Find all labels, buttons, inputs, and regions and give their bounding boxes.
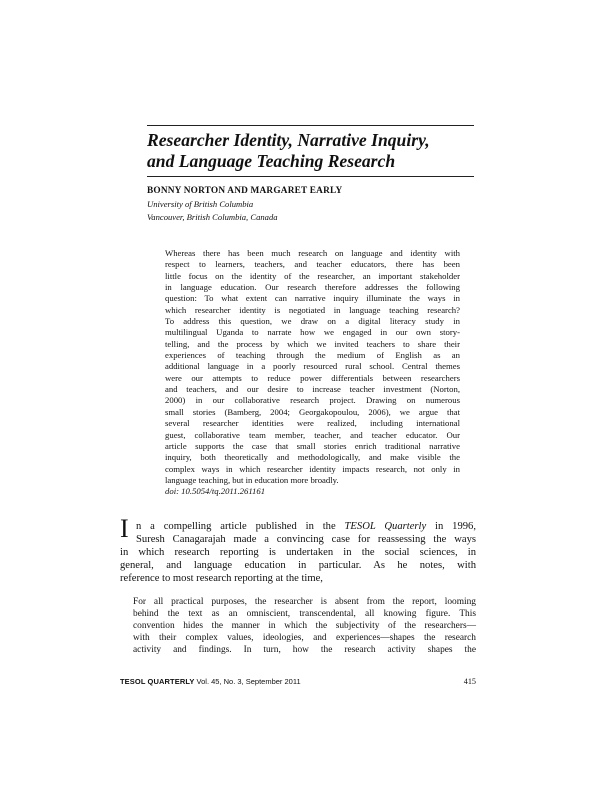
body-line-text: in 1996, <box>426 521 476 532</box>
block-quote <box>133 596 476 656</box>
abstract-line: little focus on the identity of the researcher, an important stakeholder <box>165 270 460 281</box>
abstract-line: experiences of teaching through the medium of English as an <box>165 350 460 361</box>
doi-link[interactable]: doi: 10.5054/tq.2011.261161 <box>165 486 266 497</box>
abstract-line: question: To what extent can narrative inquiry illuminate the ways in <box>165 293 460 304</box>
body-paragraph <box>120 520 476 585</box>
affiliation-university: University of British Columbia <box>147 199 254 209</box>
quote-line: convention hides the manner in which the subjectivity of the researchers— <box>133 621 476 632</box>
body-line: Suresh Canagarajah made a convincing case for reassessing the ways <box>136 534 476 546</box>
abstract-line: 2000) in our collaborative research project. Drawing on numerous <box>165 395 460 406</box>
quote-line: with their complex values, ideologies, and experiences—shapes the research <box>133 633 476 644</box>
article-title <box>147 130 477 172</box>
quote-line: activity and findings. In turn, how the research activity shapes the <box>133 645 476 656</box>
abstract-line: and teachers, and our desire to increase teacher investment (Norton, <box>165 384 460 395</box>
abstract-line: in language education. Our research therefore addresses the following <box>165 282 460 293</box>
abstract-line: complex ways in which researcher identity impacts research, not only in <box>165 463 460 474</box>
footer-journal: TESOL QUARTERLY <box>120 677 195 686</box>
abstract-line: inquiry, both theoretically and methodologically, and make visible the <box>165 452 460 463</box>
abstract-line: Whereas there has been much research on language and identity with <box>165 248 460 258</box>
abstract-line: respect to learners, teachers, and teacher educators, there has been <box>165 259 460 270</box>
abstract-line: To address this question, we draw on a digital literacy study in <box>165 316 460 327</box>
abstract-line: small stories (Bamberg, 2004; Georgakopoulou, 2006), we argue that <box>165 406 460 417</box>
title-line: Researcher Identity, Narrative Inquiry, <box>147 130 430 150</box>
body-line <box>120 520 476 533</box>
abstract-line: additional language in a poorly resourced rural school. Central themes <box>165 361 460 372</box>
footer-issue: Vol. 45, No. 3, September 2011 <box>196 677 301 686</box>
abstract-line: several researcher identities were realized, including international <box>165 418 460 429</box>
abstract-line: multilingual Uganda to narrate how we engaged in our own story- <box>165 327 460 338</box>
body-line-text: n a compelling article published in the <box>136 521 345 532</box>
abstract-line: article supports the case that small stories enrich traditional narrative <box>165 440 460 451</box>
drop-cap: I <box>120 514 129 543</box>
body-line: general, and language education in particular. As he notes, with <box>120 560 476 572</box>
journal-name: TESOL Quarterly <box>344 521 427 532</box>
authors: BONNY NORTON AND MARGARET EARLY <box>147 186 343 196</box>
page-footer <box>120 677 476 686</box>
abstract-line: guest, collaborative team member, teacher, and teacher educator. Our <box>165 429 460 440</box>
body-line: reference to most research reporting at the time, <box>120 573 323 585</box>
affiliation-location: Vancouver, British Columbia, Canada <box>147 212 278 222</box>
quote-line: For all practical purposes, the researcher is absent from the report, looming <box>133 597 476 607</box>
page-number: 415 <box>463 677 476 686</box>
abstract-line: which researcher identity is negotiated in language teaching research? <box>165 304 460 315</box>
title-bottom-rule <box>147 176 474 177</box>
abstract-line: language teaching, but in education more broadly. <box>165 474 339 485</box>
title-top-rule <box>147 125 474 126</box>
quote-line: behind the text as an omniscient, transcendental, all knowing figure. This <box>133 609 476 620</box>
abstract-line: were our attempts to reduce power differentials between researchers <box>165 372 460 383</box>
abstract <box>165 248 460 498</box>
abstract-line: telling, and the process by which we invited teachers to share their <box>165 338 460 349</box>
body-line: in which research reporting is undertaken in the social sciences, in <box>120 547 476 559</box>
title-line: and Language Teaching Research <box>147 151 396 171</box>
